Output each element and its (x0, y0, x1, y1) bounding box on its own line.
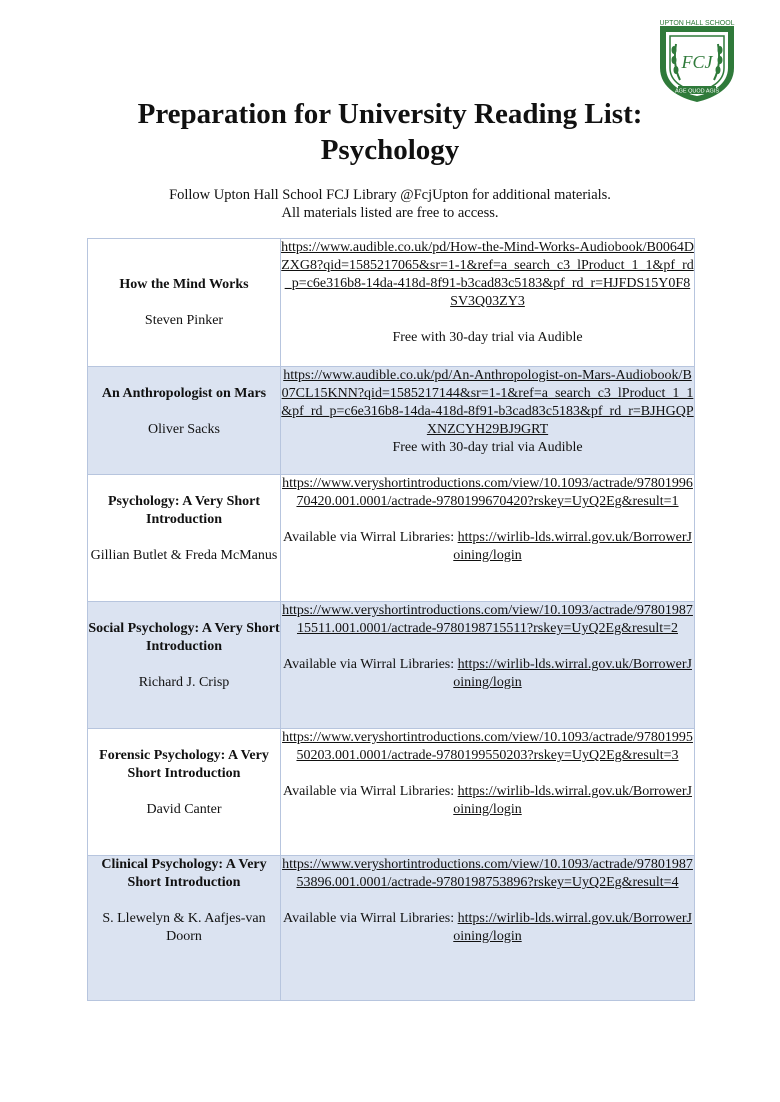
link-cell (281, 239, 695, 367)
table-row (88, 239, 695, 367)
book-title: Psychology: A Very Short Introduction (107, 494, 261, 527)
book-author: David Canter (146, 802, 222, 817)
book-title: Social Psychology: A Very Short Introduction (88, 621, 280, 654)
table-row (88, 475, 695, 602)
resource-link[interactable]: https://www.veryshortintroductions.com/view/10.1093/actrade/9780199550203.001.0001/actrade-9780199550203?rskey=UyQ2Eg&result=3 (282, 730, 693, 763)
book-author: S. Llewelyn & K. Aafjes-van Doorn (102, 911, 266, 944)
access-text: Available via Wirral Libraries: (283, 911, 458, 926)
intro-line-1: Follow Upton Hall School FCJ Library @FcjUpton for additional materials. (169, 187, 611, 203)
book-cell (88, 239, 281, 367)
reading-list-table (87, 238, 695, 1001)
book-title: How the Mind Works (119, 277, 249, 292)
access-note (281, 783, 694, 819)
resource-link[interactable]: https://www.audible.co.uk/pd/An-Anthropologist-on-Mars-Audiobook/B07CL15KNN?qid=1585217144&sr=1-1&ref=a_search_c3_lProduct_1_1&pf_rd_p=c6e316b8-14da-418d-8f91-b3cad83c5183&pf_rd_r=BJHGQPXNZCYH29BJ9GRT (281, 368, 694, 437)
resource-link[interactable]: https://www.veryshortintroductions.com/view/10.1093/actrade/9780199670420.001.0001/actrade-9780199670420?rskey=UyQ2Eg&result=1 (282, 476, 693, 509)
book-title: An Anthropologist on Mars (101, 386, 267, 401)
book-cell (88, 475, 281, 602)
library-join-link[interactable]: https://wirlib-lds.wirral.gov.uk/BorrowerJoining/login (453, 657, 692, 690)
access-note (281, 910, 694, 946)
title-line-2: Psychology (320, 134, 460, 166)
table-row (88, 367, 695, 475)
table-row (88, 602, 695, 729)
access-text: Available via Wirral Libraries: (283, 784, 458, 799)
svg-text:FCJ: FCJ (681, 52, 713, 72)
library-join-link[interactable]: https://wirlib-lds.wirral.gov.uk/BorrowerJoining/login (453, 911, 692, 944)
link-cell (281, 367, 695, 475)
link-cell (281, 475, 695, 602)
book-author: Steven Pinker (144, 313, 224, 328)
intro-line-2: All materials listed are free to access. (281, 205, 499, 221)
table-row (88, 729, 695, 856)
table-row (88, 856, 695, 1001)
access-note: Free with 30-day trial via Audible (392, 330, 583, 345)
book-cell (88, 367, 281, 475)
svg-text:UPTON HALL SCHOOL: UPTON HALL SCHOOL (659, 20, 735, 27)
svg-text:AGE QUOD AGIS: AGE QUOD AGIS (674, 88, 720, 95)
book-author: Gillian Butlet & Freda McManus (90, 548, 278, 563)
access-note: Free with 30-day trial via Audible (392, 440, 583, 455)
book-cell (88, 729, 281, 856)
book-title: Forensic Psychology: A Very Short Introduction (99, 748, 269, 781)
link-cell (281, 602, 695, 729)
page-title (60, 96, 720, 168)
intro-text (60, 186, 720, 222)
access-text: Available via Wirral Libraries: (283, 657, 458, 672)
title-line-1: Preparation for University Reading List: (137, 98, 643, 130)
book-title: Clinical Psychology: A Very Short Introduction (101, 857, 267, 890)
book-cell (88, 856, 281, 1001)
book-author: Richard J. Crisp (138, 675, 230, 690)
book-author: Oliver Sacks (148, 422, 220, 437)
access-text: Available via Wirral Libraries: (283, 530, 458, 545)
library-join-link[interactable]: https://wirlib-lds.wirral.gov.uk/BorrowerJoining/login (453, 784, 692, 817)
resource-link[interactable]: https://www.audible.co.uk/pd/How-the-Mind-Works-Audiobook/B0064DZXG8?qid=1585217065&sr=1-1&ref=a_search_c3_lProduct_1_1&pf_rd_p=c6e316b8-14da-418d-8f91-b3cad83c5183&pf_rd_r=HJFDS15Y0F8SV3Q03ZY3 (281, 240, 694, 309)
access-note (281, 529, 694, 565)
resource-link[interactable]: https://www.veryshortintroductions.com/view/10.1093/actrade/9780198715511.001.0001/actrade-9780198715511?rskey=UyQ2Eg&result=2 (282, 603, 693, 636)
resource-link[interactable]: https://www.veryshortintroductions.com/view/10.1093/actrade/9780198753896.001.0001/actrade-9780198753896?rskey=UyQ2Eg&result=4 (282, 857, 693, 890)
link-cell (281, 729, 695, 856)
link-cell (281, 856, 695, 1001)
school-crest-logo (654, 16, 740, 104)
book-cell (88, 602, 281, 729)
access-note (281, 656, 694, 692)
library-join-link[interactable]: https://wirlib-lds.wirral.gov.uk/BorrowerJoining/login (453, 530, 692, 563)
